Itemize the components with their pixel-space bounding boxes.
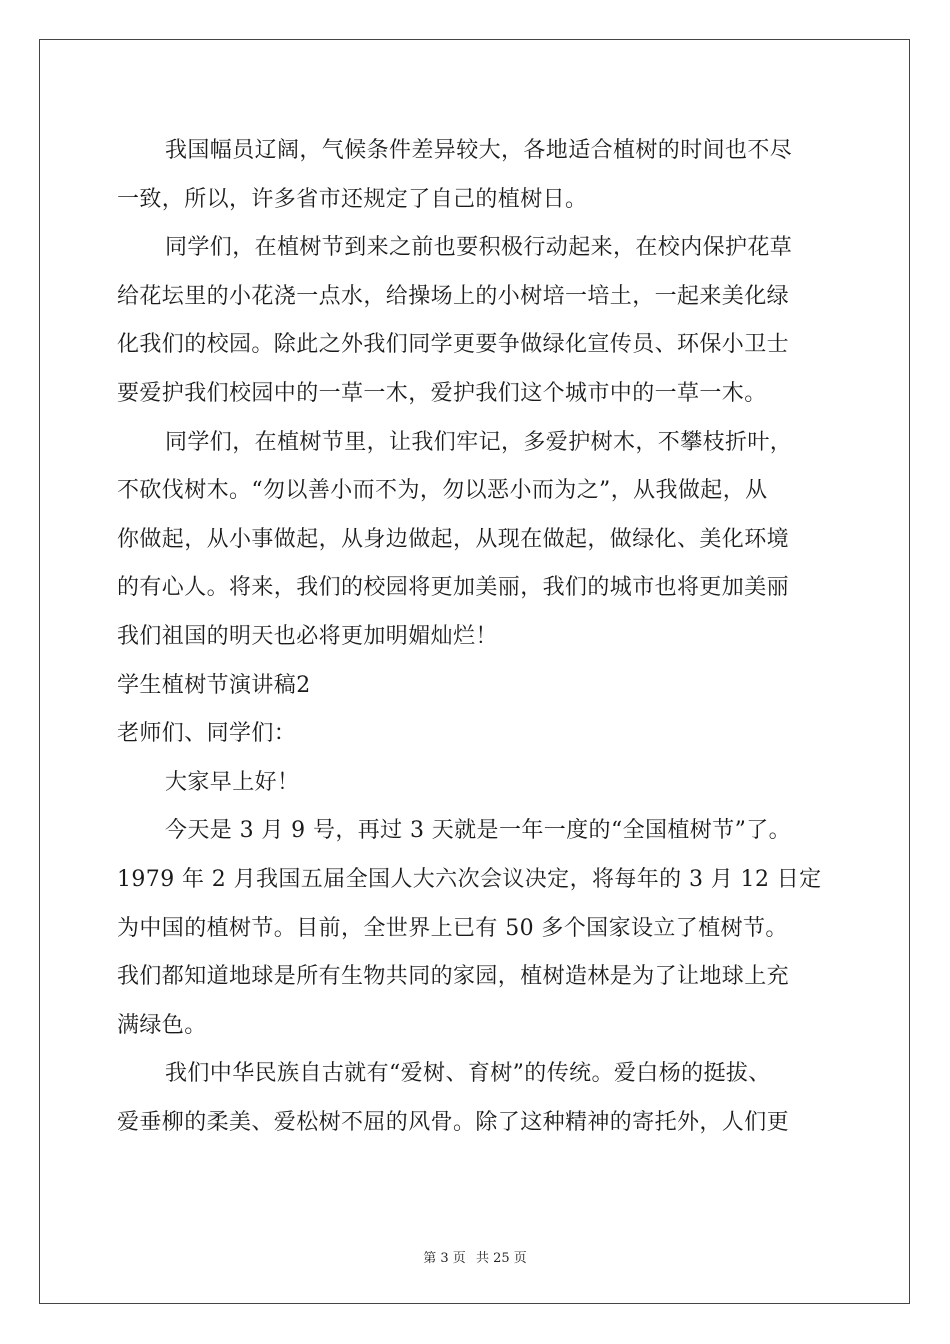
text-line: 我们中华民族自古就有“爱树、育树”的传统。爱白杨的挺拔、: [165, 1061, 771, 1087]
page-footer: [0, 1247, 950, 1266]
text-line: 我们祖国的明天也必将更加明媚灿烂！: [117, 623, 498, 649]
text-line: 要爱护我们校园中的一草一木，爱护我们这个城市中的一草一木。: [117, 380, 767, 406]
salutation: 老师们、同学们：: [117, 721, 297, 747]
text-line: 1979 年 2 月我国五届全国人大六次会议决定，将每年的 3 月 12 日定: [117, 866, 822, 892]
text-line: 不砍伐树木。“勿以善小而不为，勿以恶小而为之”，从我做起，从: [117, 478, 768, 504]
text-line: 为中国的植树节。目前，全世界上已有 50 多个国家设立了植树节。: [117, 915, 788, 941]
text-line: 满绿色。: [117, 1012, 207, 1038]
text-line: 你做起，从小事做起，从身边做起，从现在做起，做绿化、美化环境: [117, 526, 790, 552]
page-total: 共 25 页: [475, 1251, 527, 1266]
text-line: 今天是 3 月 9 号，再过 3 天就是一年一度的“全国植树节”了。: [165, 818, 792, 844]
document-body: [117, 127, 837, 1147]
section-heading: 学生植树节演讲稿2: [117, 672, 311, 698]
text-line: 同学们，在植树节里，让我们牢记，多爱护树木，不攀枝折叶，: [165, 429, 793, 455]
greeting: 大家早上好！: [165, 769, 300, 795]
text-line: 我们都知道地球是所有生物共同的家园，植树造林是为了让地球上充: [117, 964, 790, 990]
text-line: 同学们，在植树节到来之前也要积极行动起来，在校内保护花草: [165, 235, 793, 261]
text-line: 化我们的校园。除此之外我们同学更要争做绿化宣传员、环保小卫士: [117, 332, 790, 358]
text-line: 爱垂柳的柔美、爱松树不屈的风骨。除了这种精神的寄托外，人们更: [117, 1109, 790, 1135]
text-line: 给花坛里的小花浇一点水，给操场上的小树培一培土，一起来美化绿: [117, 283, 790, 309]
text-line: 一致，所以，许多省市还规定了自己的植树日。: [117, 186, 588, 212]
text-line: 的有心人。将来，我们的校园将更加美丽，我们的城市也将更加美丽: [117, 575, 790, 601]
text-line: 我国幅员辽阔，气候条件差异较大，各地适合植树的时间也不尽: [165, 138, 793, 163]
page-number: 第 3 页: [423, 1251, 466, 1266]
